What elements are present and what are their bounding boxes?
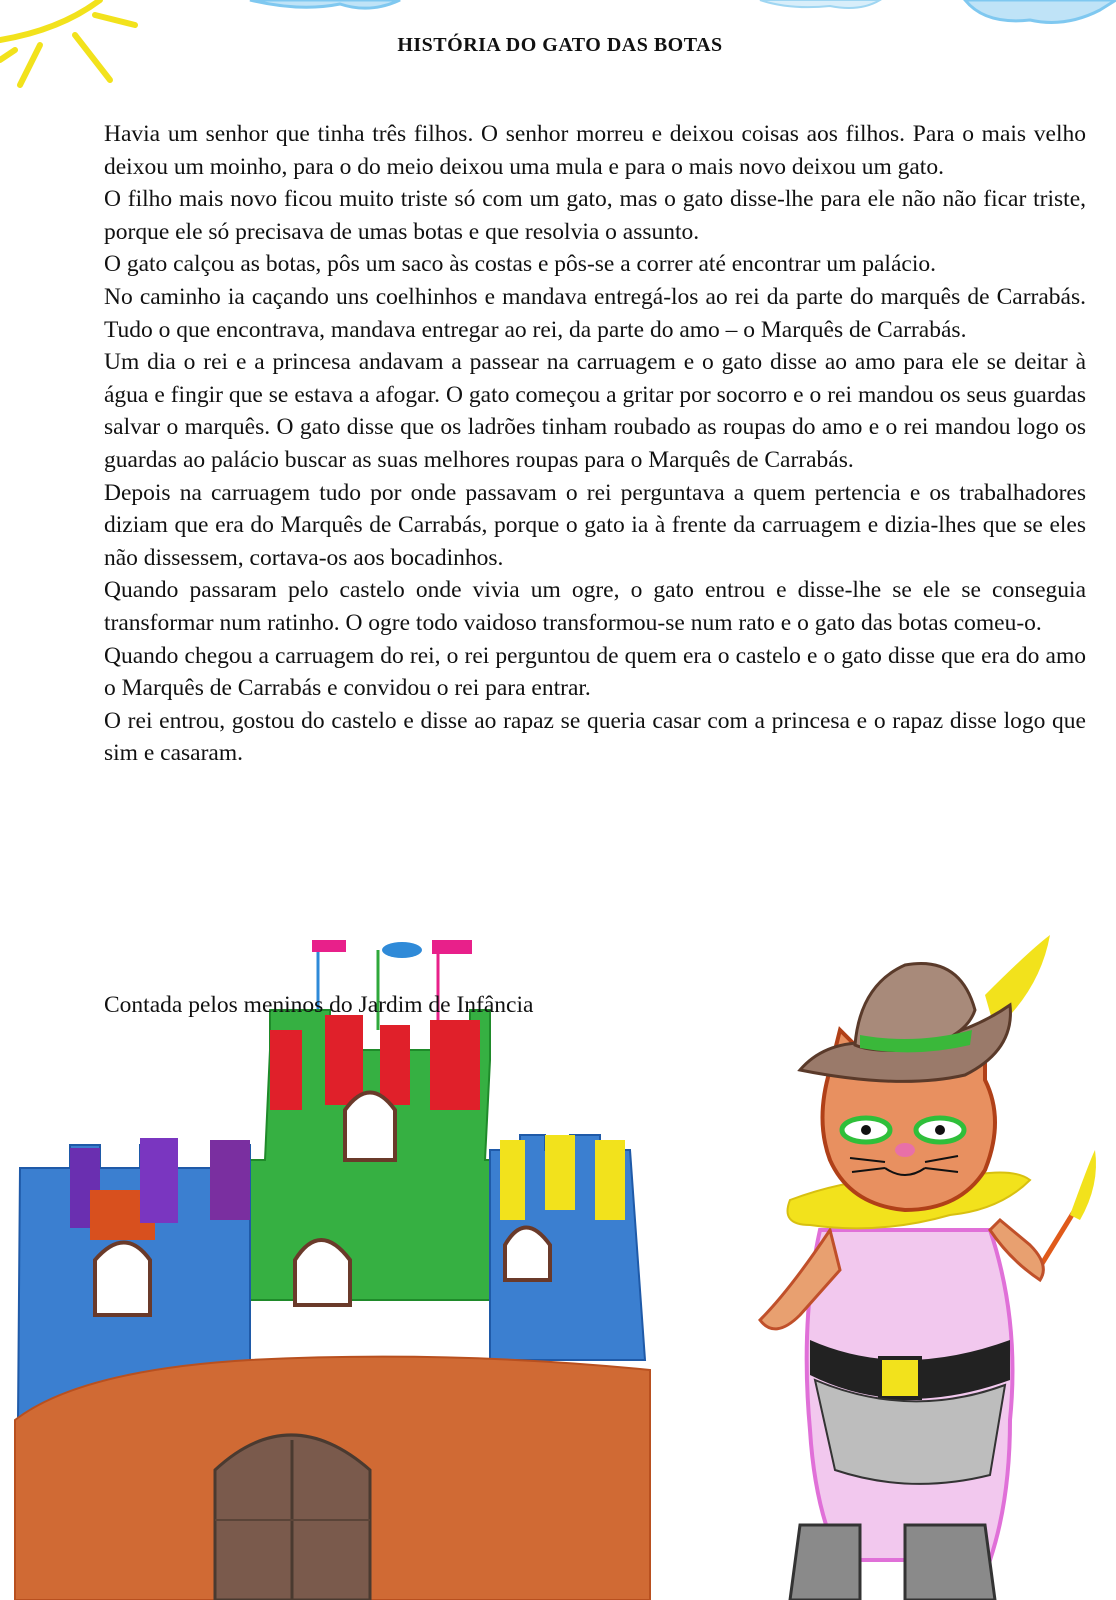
sun-drawing bbox=[0, 0, 135, 85]
story-paragraph-9: O rei entrou, gostou do castelo e disse ao rapaz se queria casar com a princesa e o rapaz disse logo que sim e casaram. bbox=[104, 707, 1086, 767]
story-paragraph-6: Depois na carruagem tudo por onde passavam o rei perguntava a quem pertencia e os trabalhadores diziam que era do Marquês de Carrabás, porque o gato ia à frente da carruagem e dizia-lhes que se eles não dissessem, cortava-os aos bocadinhos. bbox=[104, 479, 1086, 571]
story-paragraph-8: Quando chegou a carruagem do rei, o rei perguntou de quem era o castelo e o gato disse que era do amo o Marquês de Carrabás e convidou o rei para entrar. bbox=[104, 642, 1086, 702]
story-paragraph-1: Havia um senhor que tinha três filhos. O senhor morreu e deixou coisas aos filhos. Para o mais velho deixou um moinho, para o do meio deixou uma mula e para o mais novo deixou um gato. bbox=[104, 121, 1086, 180]
story-paragraph-4: No caminho ia caçando uns coelhinhos e mandava entregá-los ao rei da parte do marquês de Carrabás. Tudo o que encontrava, mandava entregar ao rei, da parte do amo – o Marquês de Carrabás. bbox=[104, 283, 1086, 343]
page-title: HISTÓRIA DO GATO DAS BOTAS bbox=[397, 34, 723, 56]
story-body bbox=[104, 118, 1086, 770]
story-paragraph-3: O gato calçou as botas, pôs um saco às costas e pôs-se a correr até encontrar um palácio. bbox=[104, 251, 936, 278]
credit-line: Contada pelos meninos do Jardim de Infância bbox=[104, 992, 534, 1018]
castle-drawing bbox=[15, 940, 650, 1600]
cloud-drawing-right bbox=[760, 0, 1116, 22]
cloud-drawing-left bbox=[250, 0, 400, 8]
cat-drawing bbox=[760, 935, 1096, 1600]
story-paragraph-7: Quando passaram pelo castelo onde vivia um ogre, o gato entrou e disse-lhe se ele se conseguia transformar num ratinho. O ogre todo vaidoso transformou-se num rato e o gato das botas comeu-o. bbox=[104, 577, 1086, 636]
story-paragraph-2: O filho mais novo ficou muito triste só com um gato, mas o gato disse-lhe para ele não não ficar triste, porque ele só precisava de umas botas e que resolvia o assunto. bbox=[104, 186, 1086, 245]
story-paragraph-5: Um dia o rei e a princesa andavam a passear na carruagem e o gato disse ao amo para ele se deitar à água e fingir que se estava a afogar. O gato começou a gritar por socorro e o rei mandou os seus guardas salvar o marquês. O gato disse que os ladrões tinham roubado as roupas do amo e o rei mandou logo os guardas ao palácio buscar as suas melhores roupas para o Marquês de Carrabás. bbox=[104, 349, 1086, 473]
